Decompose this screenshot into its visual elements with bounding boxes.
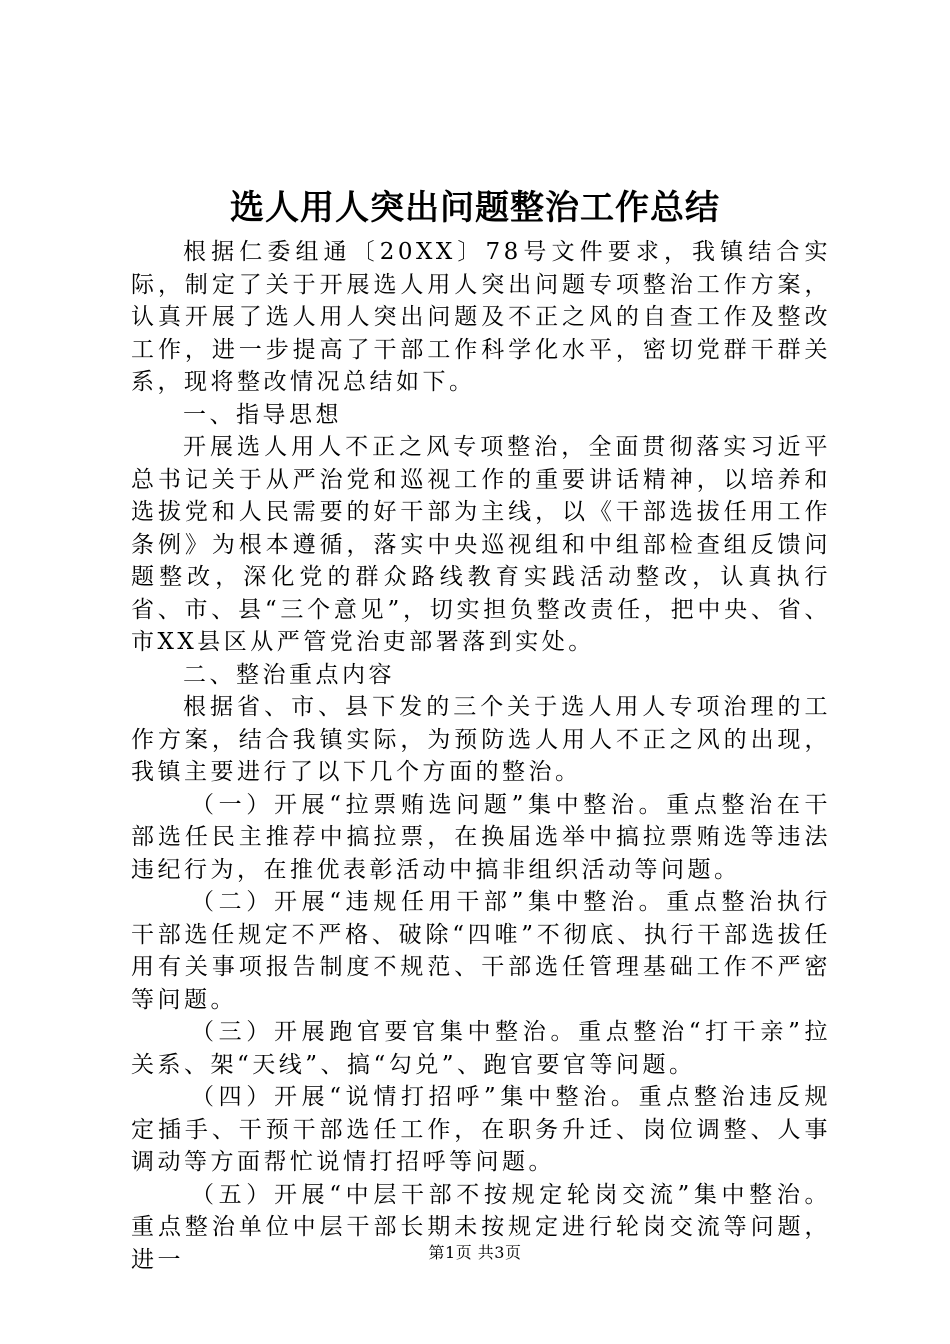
section-heading-key-content: 二、整治重点内容	[183, 661, 395, 688]
document-body	[131, 236, 831, 1276]
guiding-thought-paragraph: 开展选人用人不正之风专项整治，全面贯彻落实习近平总书记关于从严治党和巡视工作的重要讲话精神，以培养和选拔党和人民需要的好干部为主线，以《干部选拔任用工作条例》为根本遵循，落实中央巡视组和中组部检查组反馈问题整改，深化党的群众路线教育实践活动整改，认真执行省、市、县“三个意见”，切实担负整改责任，把中央、省、市XX县区从严管党治吏部署落到实处。	[131, 434, 831, 655]
item-paragraph-4: （四）开展“说情打招呼”集中整治。重点整治违反规定插手、干预干部选任工作，在职务升迁、岗位调整、人事调动等方面帮忙说情打招呼等问题。	[131, 1084, 831, 1175]
item-paragraph-2: （二）开展“违规任用干部”集中整治。重点整治执行干部选任规定不严格、破除“四唯”不彻底、执行干部选拔任用有关事项报告制度不规范、干部选任管理基础工作不严密等问题。	[131, 889, 831, 1013]
page-footer: 第1页 共3页	[428, 1243, 522, 1262]
intro-paragraph: 根据仁委组通〔20XX〕78号文件要求，我镇结合实际，制定了关于开展选人用人突出问题专项整治工作方案，认真开展了选人用人突出问题及不正之风的自查工作及整改工作，进一步提高了干部工作科学化水平，密切党群干群关系，现将整改情况总结如下。	[131, 239, 831, 395]
key-content-paragraph: 根据省、市、县下发的三个关于选人用人专项治理的工作方案，结合我镇实际，为预防选人用人不正之风的出现，我镇主要进行了以下几个方面的整治。	[131, 694, 831, 785]
section-heading-guiding-thought: 一、指导思想	[183, 401, 342, 428]
item-paragraph-3: （三）开展跑官要官集中整治。重点整治“打干亲”拉关系、架“天线”、搞“勾兑”、跑官要官等问题。	[131, 1019, 831, 1078]
document-title: 选人用人突出问题整治工作总结	[230, 188, 720, 228]
item-paragraph-5: （五）开展“中层干部不按规定轮岗交流”集中整治。重点整治单位中层干部长期未按规定进行轮岗交流等问题，进一	[131, 1181, 831, 1273]
item-paragraph-1: （一）开展“拉票贿选问题”集中整治。重点整治在干部选任民主推荐中搞拉票，在换届选举中搞拉票贿选等违法违纪行为，在推优表彰活动中搞非组织活动等问题。	[131, 791, 831, 883]
